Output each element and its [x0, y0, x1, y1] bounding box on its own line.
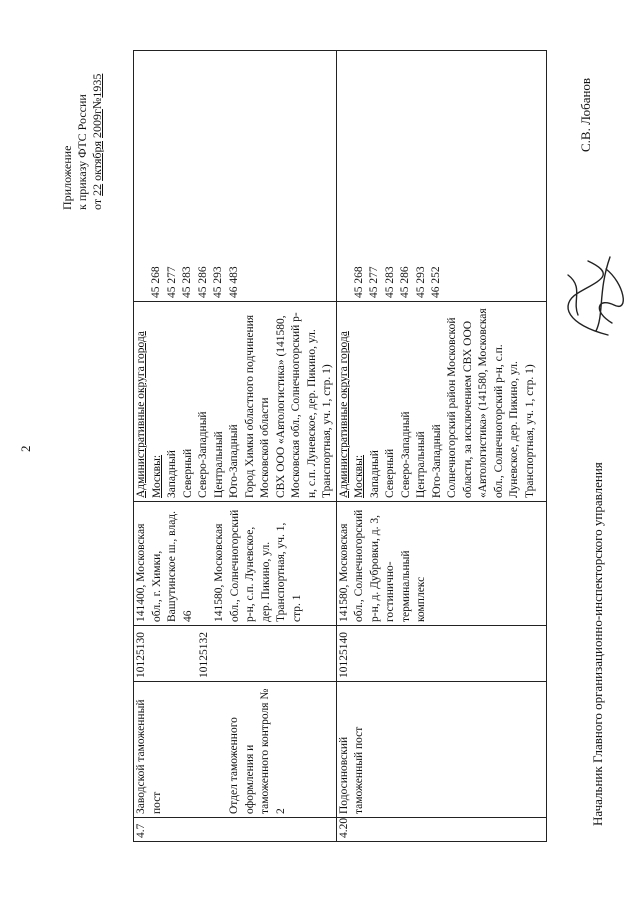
- signatory-position: Начальник Главного организационно-инспекторского управления: [590, 462, 605, 826]
- area-item: Северный: [384, 448, 396, 498]
- okato-code: 46 252: [430, 266, 442, 298]
- post-name: Подосиновский таможенный пост: [337, 726, 365, 814]
- okato-spacer: [337, 54, 352, 298]
- area-item: Северо-Западный: [399, 411, 412, 498]
- okato-code: 45 268: [352, 266, 365, 298]
- area-item: Западный: [368, 450, 381, 498]
- header-number: 1935: [90, 73, 104, 98]
- okato-code: 45 283: [181, 266, 193, 298]
- area-item: Город Химки областного подчинения Московской области: [243, 314, 271, 498]
- okato-code: 45 286: [399, 266, 411, 298]
- okato-code: 45 283: [383, 266, 396, 298]
- post-name-cell: [336, 682, 546, 818]
- area-item: Юго-Западный: [430, 424, 443, 498]
- okato-code: 46 483: [227, 266, 240, 298]
- order-header: [60, 10, 105, 210]
- okato-code: 45 277: [165, 266, 178, 298]
- header-order: к приказу ФТС России: [75, 94, 89, 210]
- area-item: Западный: [166, 450, 178, 498]
- activity-area-cell: [336, 302, 546, 502]
- row-number-text: 4.7: [135, 823, 147, 838]
- header-date-line: [90, 10, 105, 210]
- header-number-sign: №: [90, 97, 104, 110]
- signatory-name: С.В. Лобанов: [578, 77, 593, 152]
- post-address: 141580, Московская обл., Солнечногорский р-н, д. Дубровки, д. 3, гостинично-терминальный комплекс: [337, 509, 427, 622]
- area-title: Административные округа города Москвы:: [337, 331, 365, 498]
- area-item: Северо-Западный: [197, 411, 209, 498]
- activity-area-cell: [134, 302, 337, 502]
- okato-code: 45 293: [414, 266, 427, 298]
- okato-code: 45 286: [196, 266, 209, 298]
- post-subdivision: Отдел таможенного оформления и таможенного контроля № 2: [228, 688, 287, 814]
- customs-posts-table: [133, 50, 547, 842]
- post-code: 10125130: [135, 632, 147, 678]
- header-appendix: Приложение: [60, 145, 74, 210]
- table-row: [336, 51, 546, 842]
- page-number: 2: [18, 445, 33, 452]
- post-code-cell: [134, 626, 337, 682]
- okato-code: 45 277: [368, 266, 380, 298]
- area-extra: СВХ ООО «Автологистика» (141580, Московская обл., Солнечногорский р-н, с.п. Луневское, дер. Пикино, ул. Транспортная, уч. 1, стр. 1): [274, 312, 333, 498]
- post-code-cell: [336, 626, 546, 682]
- address-cell: [336, 502, 546, 626]
- okato-cell: [336, 51, 546, 302]
- subdivision-address: 141580, Московская обл., Солнечногорский р-н, с.п. Луневское, дер. Пикино, ул. Транспортная, уч. 1, стр. 1: [213, 509, 303, 622]
- area-item: Центральный: [415, 431, 427, 498]
- header-date-day: 22: [90, 183, 104, 196]
- post-name: Заводской таможенный пост: [135, 699, 163, 814]
- header-date-month: октября: [90, 141, 104, 181]
- header-date-prefix: от: [90, 198, 104, 210]
- okato-code: 45 293: [212, 266, 224, 298]
- area-title: Административные округа города Москвы:: [135, 331, 163, 498]
- okato-spacer: [134, 54, 149, 298]
- row-number: [134, 818, 337, 842]
- okato-code: 45 268: [150, 266, 162, 298]
- post-address: 141400, Московская обл., г. Химки, Вашутинское ш., влад. 46: [135, 510, 194, 622]
- subdivision-code: 10125132: [197, 632, 210, 678]
- signature-mark: [548, 249, 632, 345]
- post-code: 10125140: [337, 632, 350, 678]
- okato-cell: [134, 51, 337, 302]
- area-item: Юго-Западный: [228, 424, 240, 498]
- area-extra: Солнечногорский район Московской области, за исключением СВХ ООО «Автологистика» (141580, Московская обл., Солнечногорский р-н, с.п. Луневское, дер. Пикино, ул. Транспортная, уч. 1, стр. 1): [446, 308, 536, 498]
- row-number-text: 4.20: [337, 817, 350, 838]
- area-item: Центральный: [212, 431, 225, 498]
- address-cell: [134, 502, 337, 626]
- row-number: [336, 818, 546, 842]
- header-date-year: 2009г: [90, 109, 104, 138]
- table-row: [134, 51, 337, 842]
- post-name-cell: [134, 682, 337, 818]
- area-item: Северный: [181, 448, 194, 498]
